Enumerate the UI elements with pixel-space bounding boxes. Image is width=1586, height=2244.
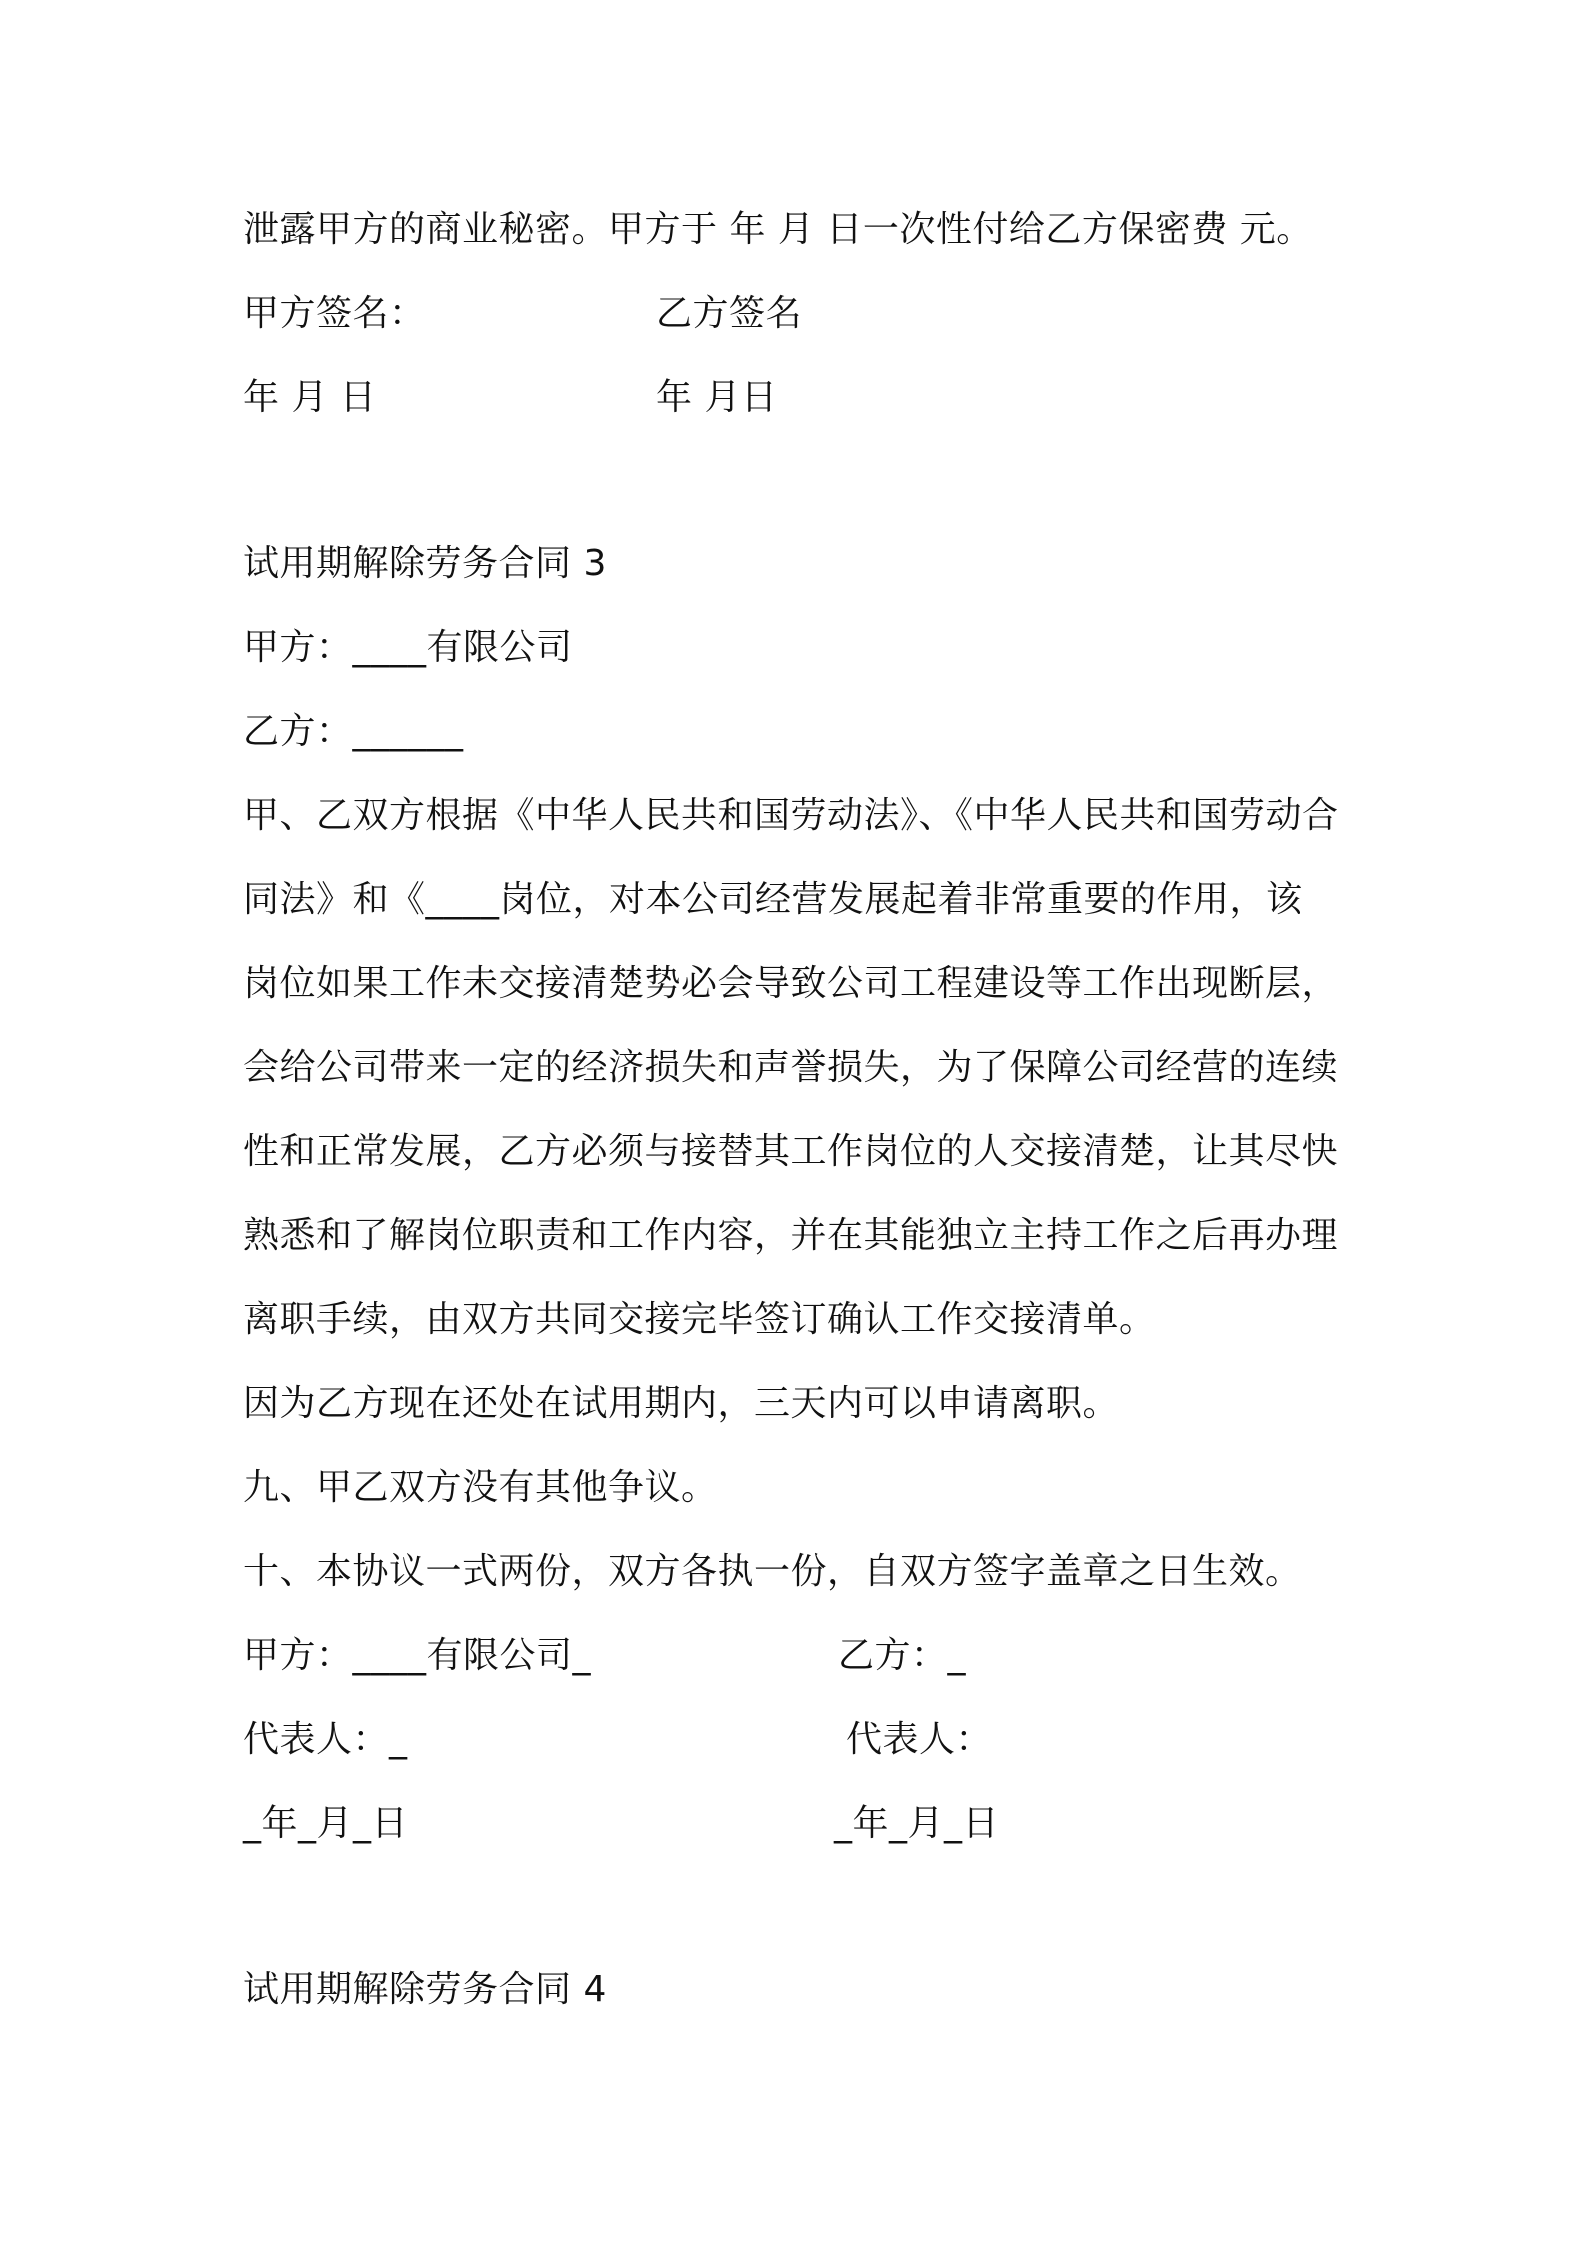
clause-ten: 十、本协议一式两份，双方各执一份，自双方签字盖章之日生效。 — [243, 1551, 1302, 1592]
paragraph-line: 甲、乙双方根据《中华人民共和国劳动法》、《中华人民共和国劳动合 — [243, 795, 1339, 836]
paragraph-line: 岗位如果工作未交接清楚势必会导致公司工程建设等工作出现断层， — [243, 963, 1339, 1004]
party-a-date: 年 月 日 — [243, 377, 377, 418]
party-b-name: 乙方：______ — [243, 711, 464, 752]
paragraph-line: 离职手续，由双方共同交接完毕签订确认工作交接清单。 — [243, 1299, 1156, 1340]
paragraph-line: 会给公司带来一定的经济损失和声誉损失，为了保障公司经营的连续 — [243, 1047, 1339, 1088]
paragraph-line: 因为乙方现在还处在试用期内，三天内可以申请离职。 — [243, 1383, 1120, 1424]
text-line-confidentiality-fee: 泄露甲方的商业秘密。甲方于 年 月 日一次性付给乙方保密费 元。 — [243, 209, 1313, 250]
party-a-name: 甲方：____有限公司 — [243, 627, 573, 668]
paragraph-line: 性和正常发展，乙方必须与接替其工作岗位的人交接清楚，让其尽快 — [243, 1131, 1339, 1172]
paragraph-line: 熟悉和了解岗位职责和工作内容，并在其能独立主持工作之后再办理 — [243, 1215, 1339, 1256]
signature-party-a: 甲方：____有限公司_ — [243, 1635, 592, 1676]
signature-date-a: _年_月_日 — [243, 1803, 409, 1844]
signature-date-b: _年_月_日 — [834, 1803, 1000, 1844]
party-a-signature-label: 甲方签名： — [243, 293, 426, 334]
signature-party-b: 乙方：_ — [838, 1635, 967, 1676]
party-b-signature-label: 乙方签名 — [656, 293, 803, 334]
representative-a: 代表人：_ — [243, 1719, 408, 1760]
representative-b: 代表人： — [846, 1719, 993, 1760]
party-b-date: 年 月日 — [656, 377, 778, 418]
section-title-contract-4: 试用期解除劳务合同 4 — [243, 1969, 607, 2010]
clause-nine: 九、甲乙双方没有其他争议。 — [243, 1467, 718, 1508]
paragraph-line: 同法》和《____岗位，对本公司经营发展起着非常重要的作用，该 — [243, 879, 1303, 920]
section-title-contract-3: 试用期解除劳务合同 3 — [243, 543, 607, 584]
